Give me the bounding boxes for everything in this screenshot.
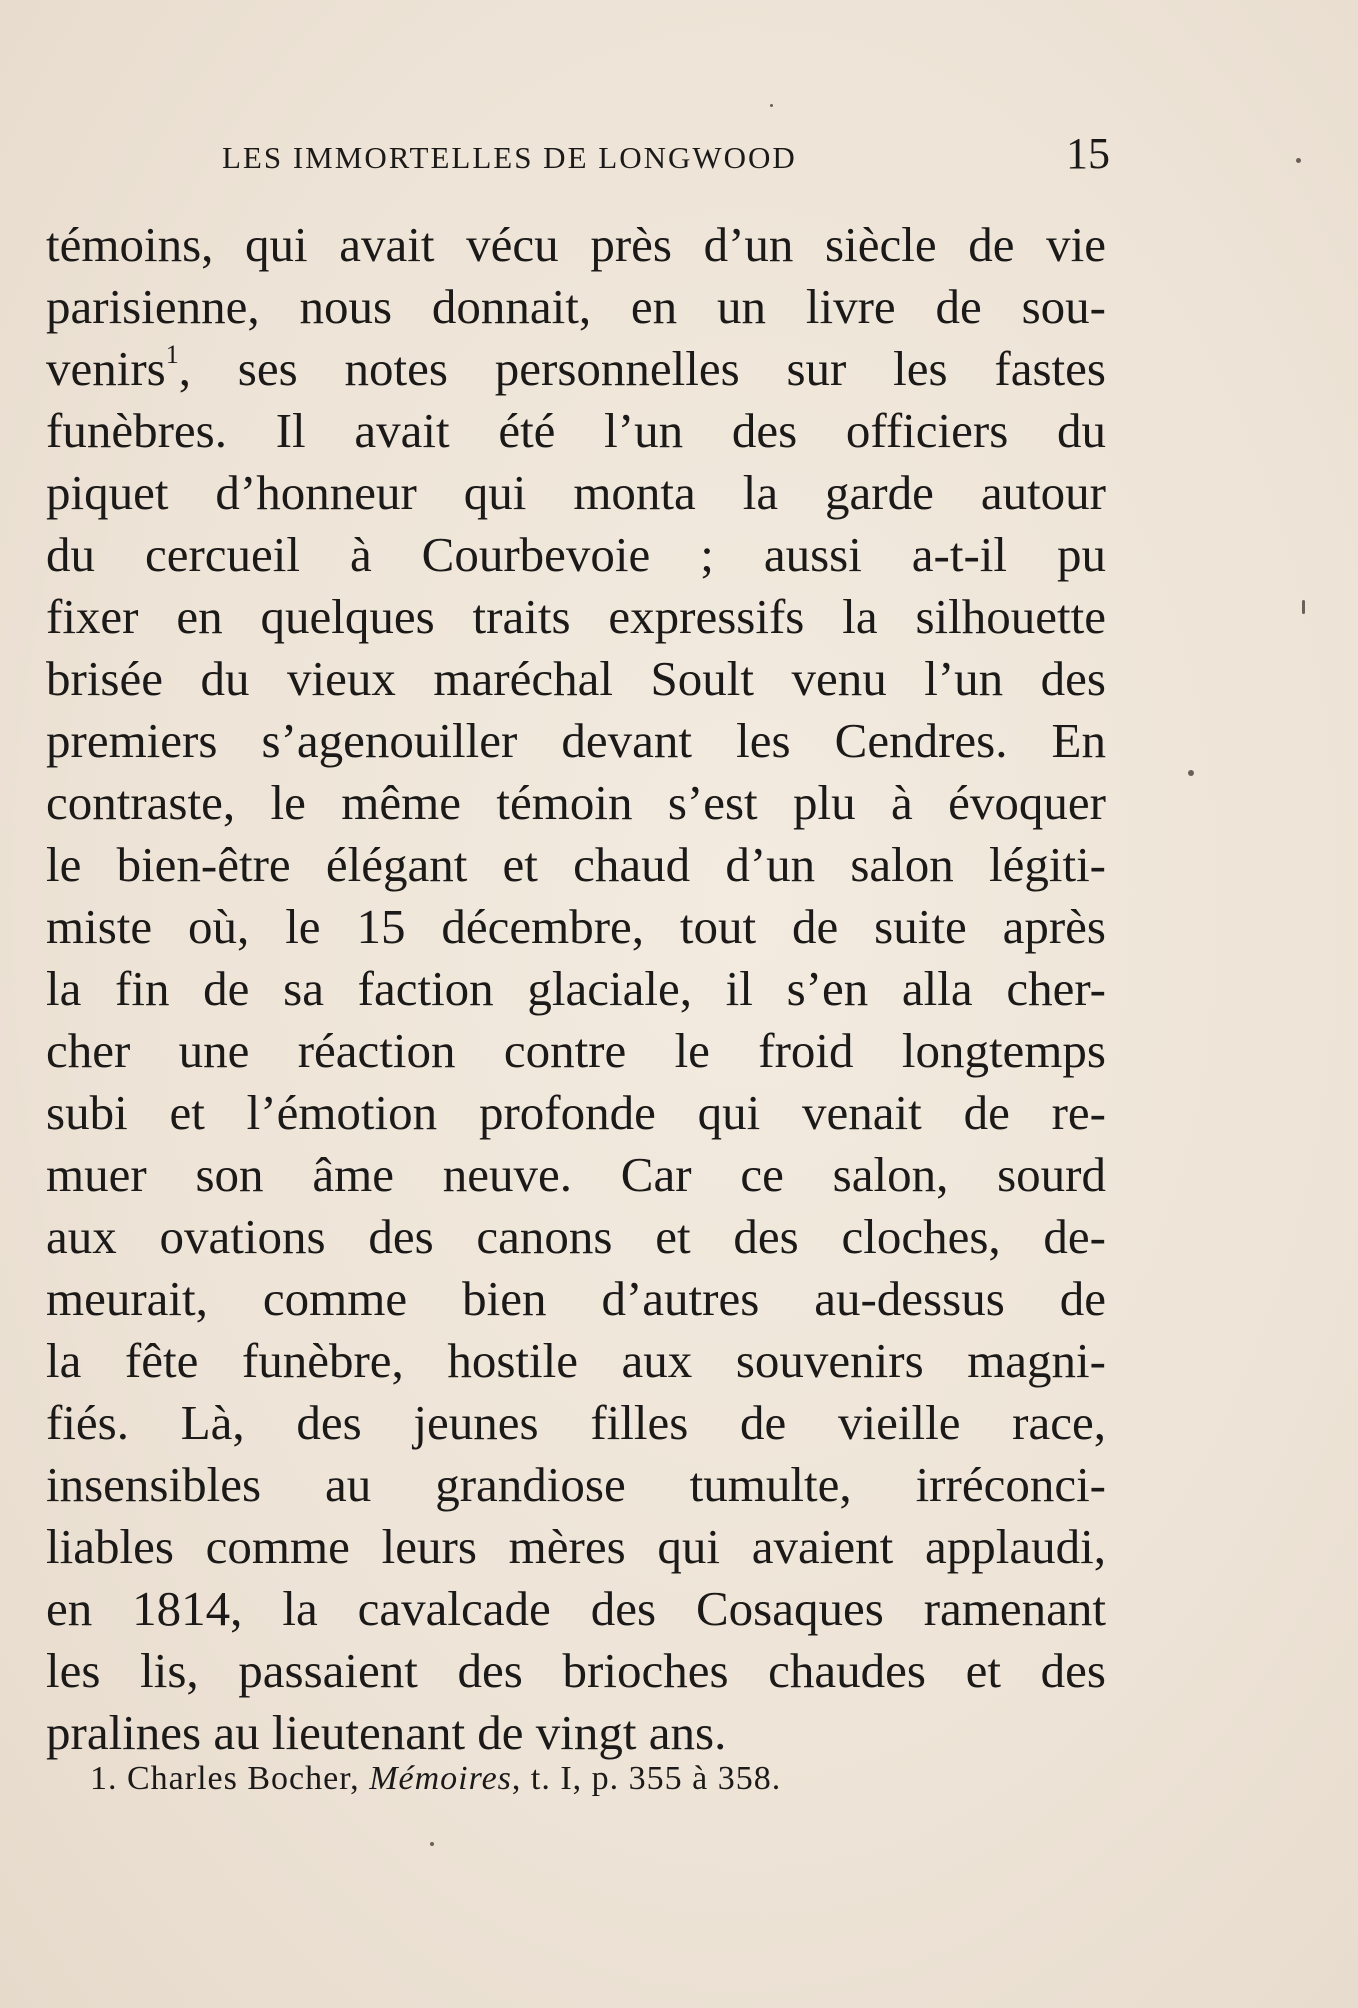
- running-title: LES IMMORTELLES DE LONGWOOD: [222, 140, 797, 175]
- paper-speck: [1296, 158, 1301, 163]
- text-line: en 1814, la cavalcade des Cosaques ramenant: [46, 1581, 1106, 1636]
- text-line: fixer en quelques traits expressifs la silhouette: [46, 589, 1106, 644]
- text-line: les lis, passaient des brioches chaudes et des: [46, 1643, 1106, 1698]
- text-line: piquet d’honneur qui monta la garde autour: [46, 465, 1106, 520]
- text-line: cher une réaction contre le froid longtemps: [46, 1023, 1106, 1078]
- text-line: la fête funèbre, hostile aux souvenirs magni-: [46, 1333, 1106, 1388]
- text-line: le bien-être élégant et chaud d’un salon légiti-: [46, 837, 1106, 892]
- text-line: meurait, comme bien d’autres au-dessus de: [46, 1271, 1106, 1326]
- paper-speck: [1188, 770, 1194, 776]
- footnote-number: 1.: [90, 1760, 118, 1797]
- text-line-segment: , ses notes personnelles sur les fastes: [178, 341, 1106, 396]
- text-line: premiers s’agenouiller devant les Cendres. En: [46, 713, 1106, 768]
- page-header: [222, 128, 1110, 188]
- text-line: subi et l’émotion profonde qui venait de re-: [46, 1085, 1106, 1140]
- text-line: [46, 338, 1106, 400]
- text-line: aux ovations des canons et des cloches, de-: [46, 1209, 1106, 1264]
- text-line: la fin de sa faction glaciale, il s’en alla cher-: [46, 961, 1106, 1016]
- text-line: parisienne, nous donnait, en un livre de sou-: [46, 279, 1106, 334]
- footnote-reference: 1: [165, 340, 179, 369]
- paper-speck: [770, 104, 773, 107]
- body-text: [46, 214, 1106, 1764]
- text-line: brisée du vieux maréchal Soult venu l’un des: [46, 651, 1106, 706]
- text-line: miste où, le 15 décembre, tout de suite après: [46, 899, 1106, 954]
- page-number: 15: [1066, 129, 1110, 178]
- text-line: témoins, qui avait vécu près d’un siècle de vie: [46, 217, 1106, 272]
- text-line: muer son âme neuve. Car ce salon, sourd: [46, 1147, 1106, 1202]
- text-line-segment: venirs: [46, 341, 166, 396]
- paper-speck: [1302, 600, 1305, 614]
- text-line: contraste, le même témoin s’est plu à évoquer: [46, 775, 1106, 830]
- text-line: du cercueil à Courbevoie ; aussi a-t-il pu: [46, 527, 1106, 582]
- paper-speck: [430, 1842, 434, 1846]
- text-line: liables comme leurs mères qui avaient applaudi,: [46, 1519, 1106, 1574]
- text-line: funèbres. Il avait été l’un des officiers du: [46, 403, 1106, 458]
- footnote-work-title: Mémoires: [369, 1760, 512, 1797]
- text-line: insensibles au grandiose tumulte, irréconci-: [46, 1457, 1106, 1512]
- footnote-citation: , t. I, p. 355 à 358.: [511, 1760, 782, 1797]
- footnote: [90, 1760, 1090, 1798]
- footnote-author: Charles Bocher,: [127, 1760, 360, 1797]
- text-line: fiés. Là, des jeunes filles de vieille race,: [46, 1395, 1106, 1450]
- text-line-last: pralines au lieutenant de vingt ans.: [46, 1705, 727, 1760]
